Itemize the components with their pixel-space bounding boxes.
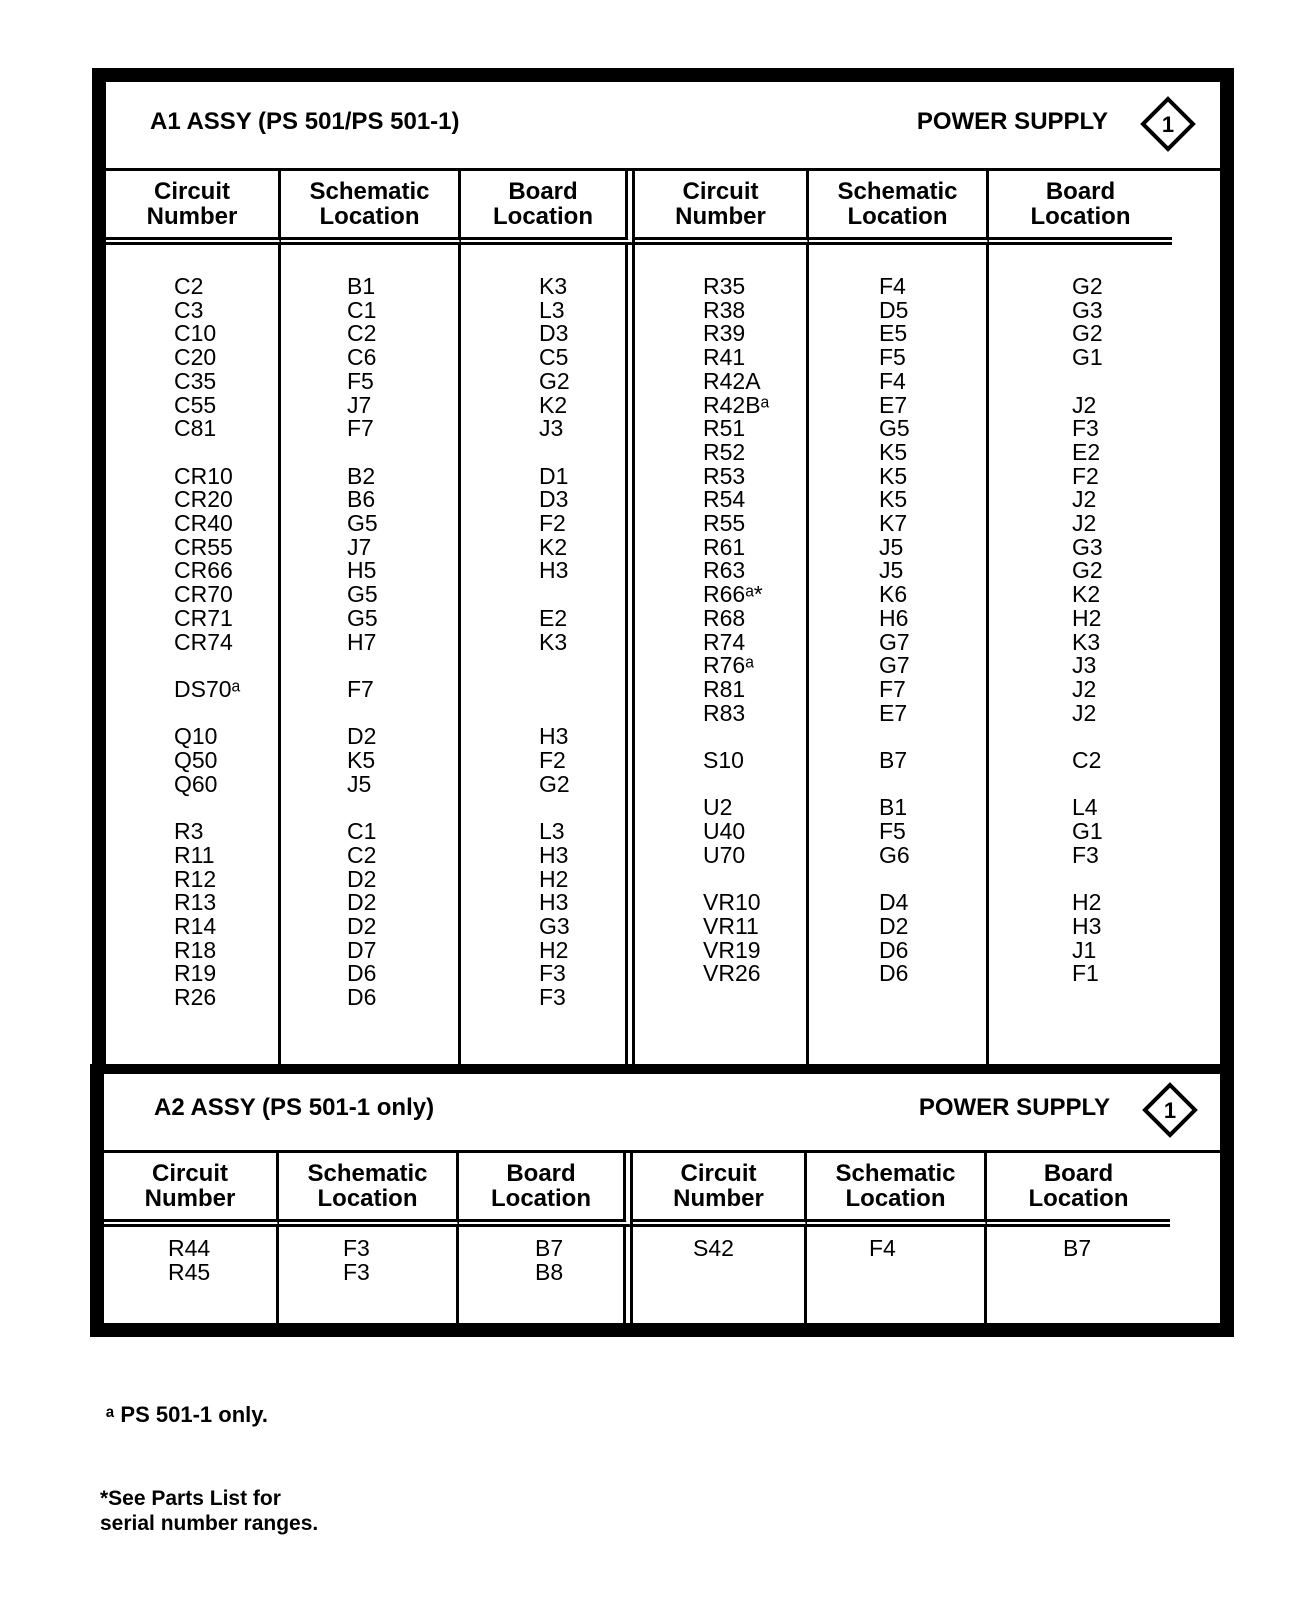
diamond-1-icon	[1140, 96, 1196, 152]
header-board-location: Board Location	[989, 171, 1172, 245]
header-board-location: Board Location	[461, 171, 635, 245]
footnote-star-line-2: serial number ranges.	[100, 1512, 319, 1535]
footnote-star	[100, 1486, 318, 1536]
svg-text:1: 1	[1163, 1098, 1177, 1123]
footnote-a: ᵃ PS 501-1 only.	[106, 1402, 268, 1427]
a1-title-bar	[106, 82, 1220, 171]
header-circuit-number: Circuit Number	[633, 1153, 807, 1227]
diamond-1-icon	[1142, 1082, 1198, 1138]
a2-left-board-column: B7 B8	[459, 1227, 633, 1323]
a1-left-schematic-column: B1 C1 C2 C6 F5 J7 F7 B2 B6 G5 J7 H5 G5 G5 H7 F7 D2 K5 J5 C1 C2 D2 D2 D2 D7 D6 D6	[281, 245, 461, 1064]
a1-right-board-column: G2 G3 G2 G1 J2 F3 E2 F2 J2 J2 G3 G2 K2 H2 K3 J3 J2 J2 C2 L4 G1 F3 H2 H3 J1 F1	[1072, 273, 1103, 987]
svg-text:1: 1	[1161, 112, 1175, 137]
header-circuit-number: Circuit Number	[104, 1153, 279, 1227]
a1-assy-title: A1 ASSY (PS 501/PS 501-1)	[150, 108, 460, 135]
a2-right-board-column: B7	[1063, 1235, 1092, 1261]
a2-assy-table	[90, 1064, 1234, 1337]
a2-left-schematic-column: F3 F3	[279, 1227, 459, 1323]
a2-title-bar	[104, 1074, 1220, 1153]
a1-assy-table	[92, 68, 1234, 1074]
a1-right-circuit-column: R35 R38 R39 R41 R42A R42Bᵃ R51 R52 R53 R54 R55 R61 R63 R66ᵃ* R68 R74 R76ᵃ R81 R83 S10 U2 U40 U70 VR10 VR11 VR19 VR26	[635, 245, 809, 1064]
header-circuit-number: Circuit Number	[635, 171, 809, 245]
a2-grid	[104, 1153, 1220, 1323]
header-board-location: Board Location	[459, 1153, 633, 1227]
a1-grid	[106, 171, 1220, 1064]
a2-left-circuit-column: R44 R45	[104, 1227, 279, 1323]
header-schematic-location: Schematic Location	[281, 171, 461, 245]
a1-left-board-column: K3 L3 D3 C5 G2 K2 J3 D1 D3 F2 K2 H3 E2 K3 H3 F2 G2 L3 H3 H2 H3 G3 H2 F3 F3	[461, 245, 635, 1064]
header-circuit-number: Circuit Number	[106, 171, 281, 245]
header-schematic-location: Schematic Location	[279, 1153, 459, 1227]
header-board-location: Board Location	[987, 1153, 1170, 1227]
a1-right-schematic-column: F4 D5 E5 F5 F4 E7 G5 K5 K5 K5 K7 J5 J5 K6 H6 G7 G7 F7 E7 B7 B1 F5 G6 D4 D2 D6 D6	[809, 245, 989, 1064]
header-schematic-location: Schematic Location	[809, 171, 989, 245]
footnote-star-line-1: *See Parts List for	[100, 1487, 281, 1510]
a2-assy-title: A2 ASSY (PS 501-1 only)	[154, 1094, 435, 1121]
a2-power-supply-label: POWER SUPPLY	[918, 1094, 1110, 1121]
a2-right-schematic-column: F4	[807, 1227, 987, 1323]
a1-power-supply-label: POWER SUPPLY	[916, 108, 1108, 135]
a1-left-circuit-column: C2 C3 C10 C20 C35 C55 C81 CR10 CR20 CR40 CR55 CR66 CR70 CR71 CR74 DS70ᵃ Q10 Q50 Q60 R3 R11 R12 R13 R14 R18 R19 R26	[106, 245, 281, 1064]
header-schematic-location: Schematic Location	[807, 1153, 987, 1227]
a2-right-circuit-column: S42	[633, 1227, 807, 1323]
